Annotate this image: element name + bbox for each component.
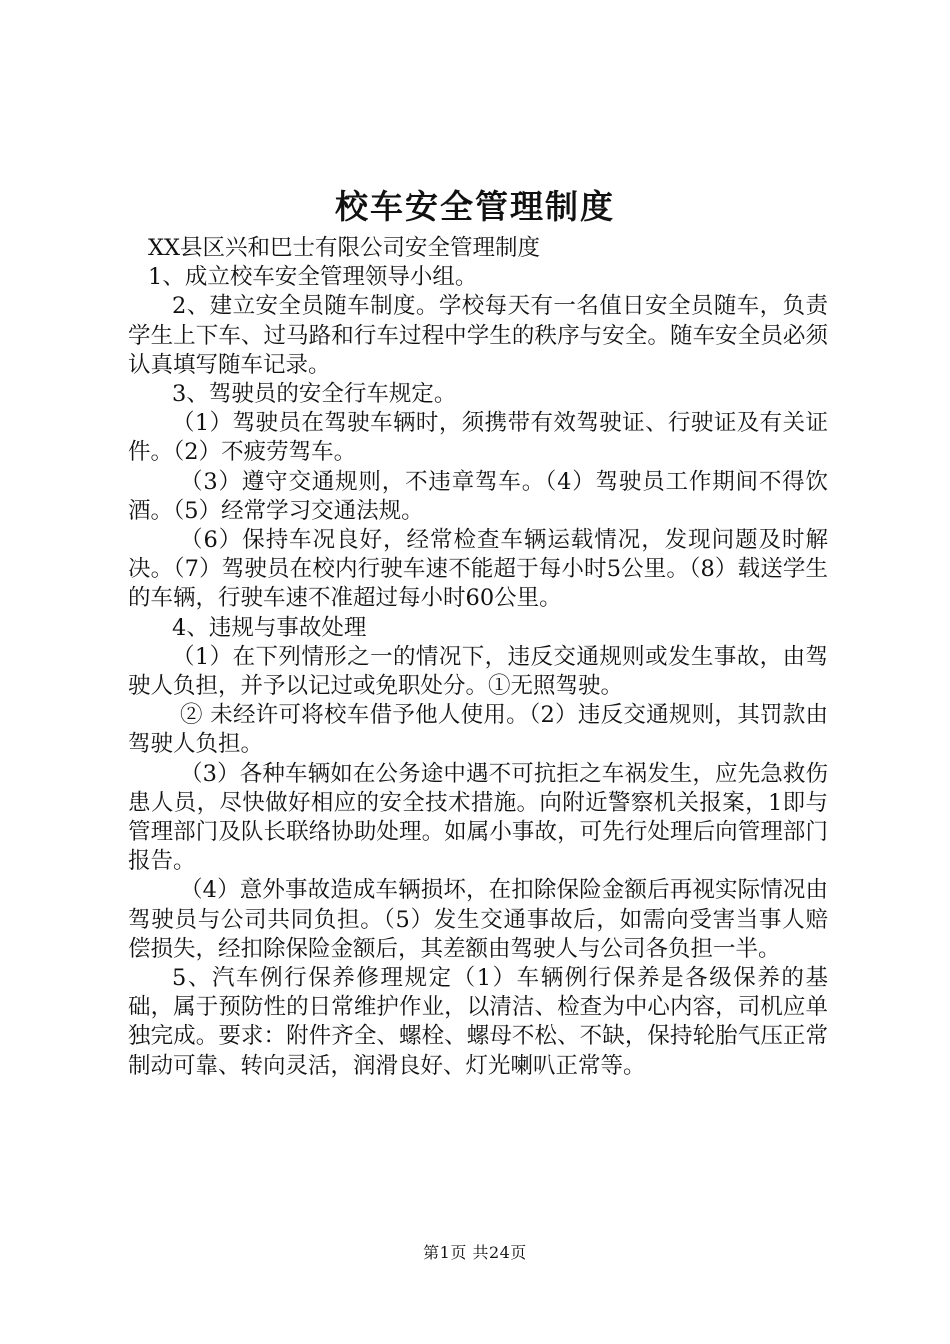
- paragraph: 5、汽车例行保养修理规定（1）车辆例行保养是各级保养的基础，属于预防性的日常维护作业，以清洁、检查为中心内容，司机应单独完成。要求：附件齐全、螺栓、螺母不松、不缺，保持轮胎气压正常制动可靠、转向灵活，润滑良好、灯光喇叭正常等。: [128, 965, 828, 1079]
- paragraph: （3）各种车辆如在公务途中遇不可抗拒之车祸发生，应先急救伤患人员，尽快做好相应的安全技术措施。向附近警察机关报案，1即与管理部门及队长联络协助处理。如属小事故，可先行处理后向管理部门报告。: [128, 760, 828, 875]
- page-footer: 第1页 共24页: [423, 1243, 527, 1262]
- paragraph: （6）保持车况良好，经常检查车辆运载情况，发现问题及时解决。（7）驾驶员在校内行驶车速不能超于每小时5公里。（8）载送学生的车辆，行驶车速不准超过每小时60公里。: [128, 527, 828, 612]
- paragraph: 4、违规与事故处理: [172, 614, 367, 641]
- paragraph: （4）意外事故造成车辆损坏，在扣除保险金额后再视实际情况由驾驶员与公司共同负担。（5）发生交通事故后，如需向受害当事人赔偿损失，经扣除保险金额后，其差额由驾驶人与公司各负担一半。: [128, 877, 828, 962]
- paragraph: XX县区兴和巴士有限公司安全管理制度: [148, 235, 541, 261]
- paragraph: 1、成立校车安全管理领导小组。: [148, 264, 478, 291]
- paragraph: （1）驾驶员在驾驶车辆时，须携带有效驾驶证、行驶证及有关证件。（2）不疲劳驾车。: [128, 410, 828, 466]
- paragraph: （1）在下列情形之一的情况下，违反交通规则或发生事故，由驾驶人负担，并予以记过或免职处分。①无照驾驶。: [128, 643, 828, 700]
- document-body: [128, 234, 828, 1081]
- paragraph: 3、驾驶员的安全行车规定。: [172, 381, 457, 408]
- paragraph: （3）遵守交通规则，不违章驾车。（4）驾驶员工作期间不得饮酒。（5）经常学习交通法规。: [128, 468, 828, 524]
- document-title: 校车安全管理制度: [335, 187, 615, 226]
- paragraph: 2、建立安全员随车制度。学校每天有一名值日安全员随车，负责学生上下车、过马路和行车过程中学生的秩序与安全。随车安全员必须认真填写随车记录。: [128, 293, 828, 378]
- paragraph: ② 未经许可将校车借予他人使用。（2）违反交通规则，其罚款由驾驶人负担。: [128, 702, 828, 758]
